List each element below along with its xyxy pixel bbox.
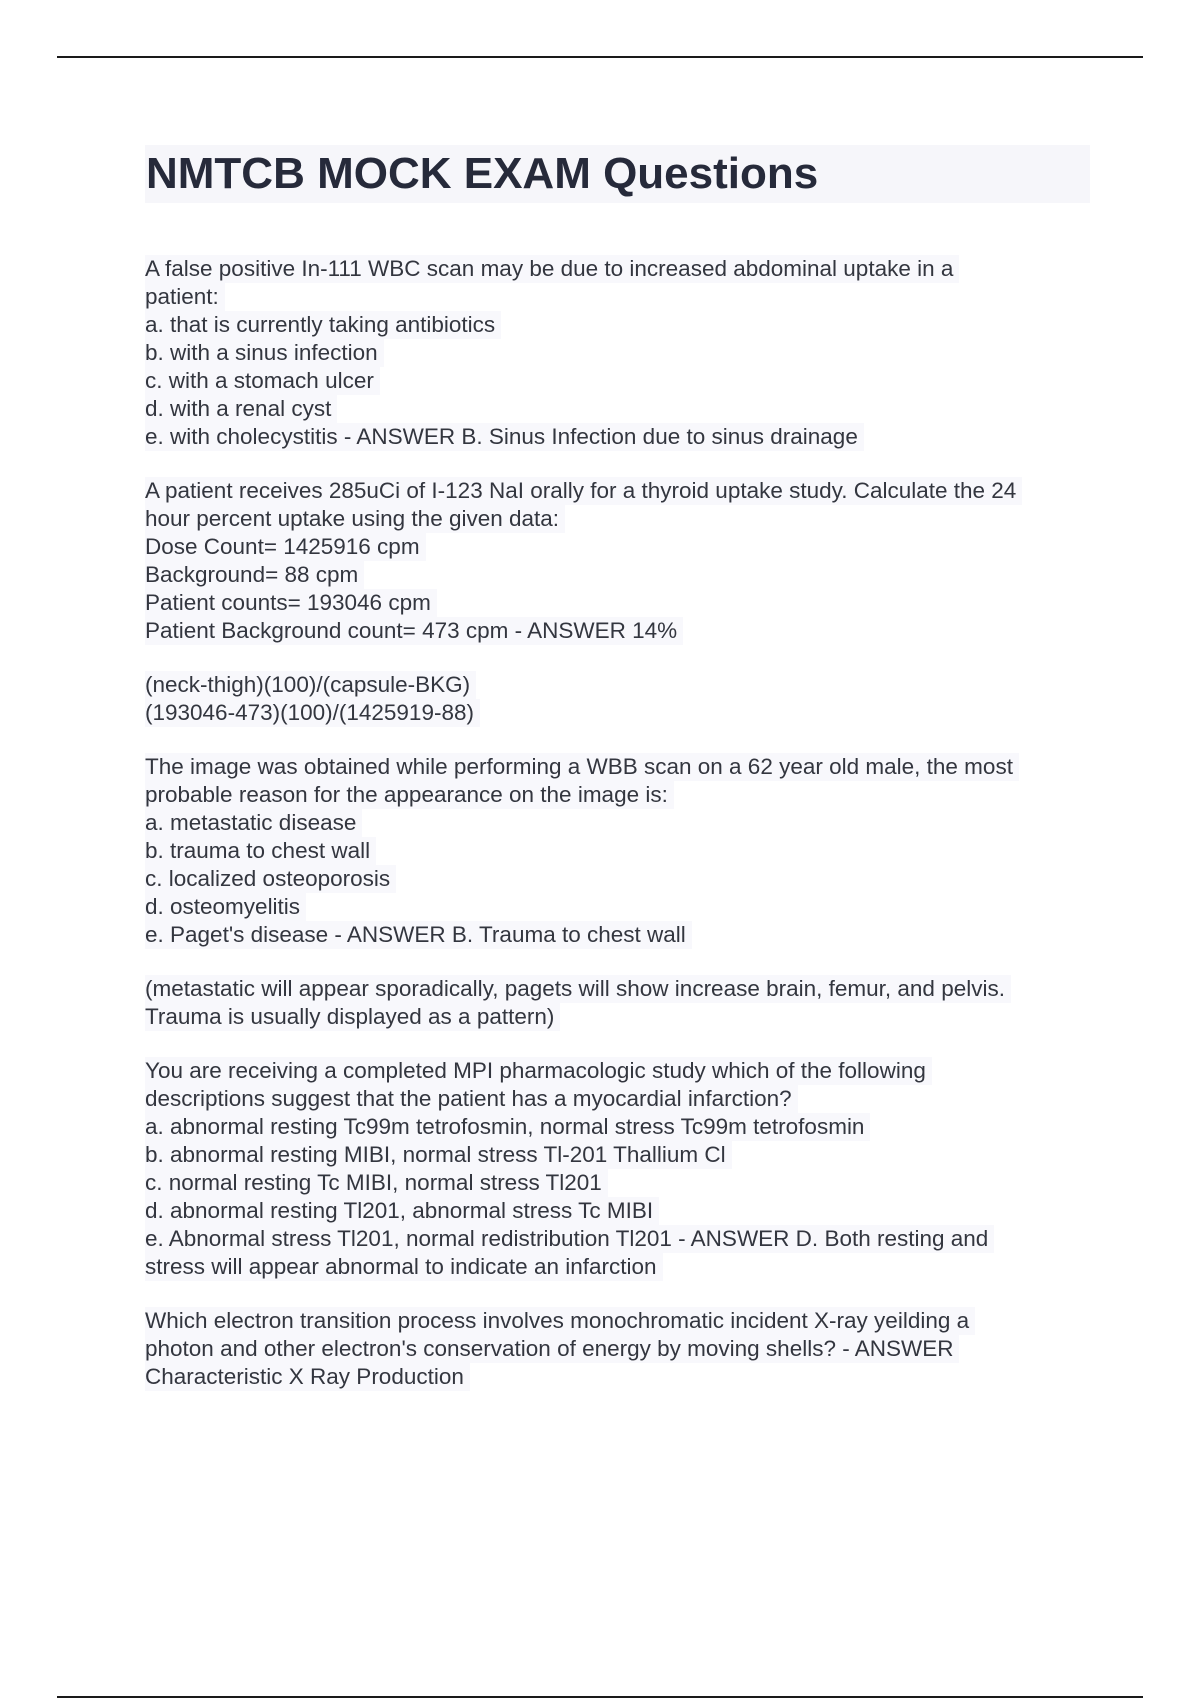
page-title: NMTCB MOCK EXAM Questions (146, 149, 819, 198)
data-line: Patient counts= 193046 cpm (145, 589, 437, 617)
formula-line: (neck-thigh)(100)/(capsule-BKG) (145, 671, 476, 699)
option-line: b. trauma to chest wall (145, 837, 376, 865)
question-block (145, 477, 1095, 645)
explanation-block (145, 975, 1095, 1031)
answer-line: e. Abnormal stress Tl201, normal redistribution Tl201 - ANSWER D. Both resting and (145, 1225, 994, 1253)
option-line: d. abnormal resting Tl201, abnormal stress Tc MIBI (145, 1197, 659, 1225)
question-line: A patient receives 285uCi of I-123 NaI orally for a thyroid uptake study. Calculate the 24 (145, 477, 1022, 505)
question-line: hour percent uptake using the given data: (145, 505, 565, 533)
explanation-block (145, 671, 1095, 727)
question-block (145, 255, 1095, 451)
question-line: descriptions suggest that the patient has a myocardial infarction? (145, 1085, 798, 1113)
question-line: The image was obtained while performing a WBB scan on a 62 year old male, the most (145, 753, 1019, 781)
question-line: Which electron transition process involves monochromatic incident X-ray yeilding a (145, 1307, 975, 1335)
question-line: A false positive In-111 WBC scan may be due to increased abdominal uptake in a (145, 255, 959, 283)
question-line: photon and other electron's conservation of energy by moving shells? - ANSWER (145, 1335, 959, 1363)
bottom-rule (57, 1696, 1143, 1698)
question-line: patient: (145, 283, 225, 311)
question-block (145, 753, 1095, 949)
explanation-line: (metastatic will appear sporadically, pagets will show increase brain, femur, and pelvis. (145, 975, 1011, 1003)
option-line: b. abnormal resting MIBI, normal stress Tl-201 Thallium Cl (145, 1141, 732, 1169)
option-line: d. with a renal cyst (145, 395, 337, 423)
answer-line: Characteristic X Ray Production (145, 1363, 470, 1391)
option-line: c. with a stomach ulcer (145, 367, 380, 395)
formula-line: (193046-473)(100)/(1425919-88) (145, 699, 480, 727)
option-line: a. abnormal resting Tc99m tetrofosmin, normal stress Tc99m tetrofosmin (145, 1113, 870, 1141)
question-list (145, 255, 1095, 1417)
option-line: c. normal resting Tc MIBI, normal stress Tl201 (145, 1169, 608, 1197)
option-line: c. localized osteoporosis (145, 865, 396, 893)
answer-line: stress will appear abnormal to indicate an infarction (145, 1253, 663, 1281)
option-line: d. osteomyelitis (145, 893, 306, 921)
question-block (145, 1307, 1095, 1391)
answer-line: e. with cholecystitis - ANSWER B. Sinus Infection due to sinus drainage (145, 423, 864, 451)
answer-line: e. Paget's disease - ANSWER B. Trauma to chest wall (145, 921, 692, 949)
question-block (145, 1057, 1095, 1281)
option-line: a. that is currently taking antibiotics (145, 311, 501, 339)
option-line: a. metastatic disease (145, 809, 362, 837)
question-line: probable reason for the appearance on the image is: (145, 781, 674, 809)
data-line: Background= 88 cpm (145, 561, 364, 589)
data-line: Dose Count= 1425916 cpm (145, 533, 426, 561)
question-line: You are receiving a completed MPI pharmacologic study which of the following (145, 1057, 932, 1085)
option-line: b. with a sinus infection (145, 339, 384, 367)
top-rule (57, 56, 1143, 58)
answer-line: Patient Background count= 473 cpm - ANSWER 14% (145, 617, 683, 645)
explanation-line: Trauma is usually displayed as a pattern) (145, 1003, 560, 1031)
